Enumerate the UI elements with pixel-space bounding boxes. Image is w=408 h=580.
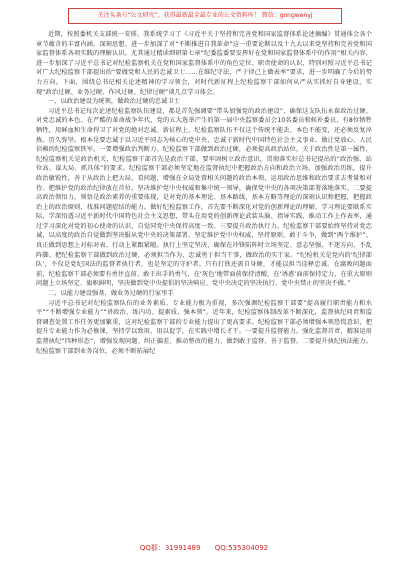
footer-qq-group: QQ群：31991489 bbox=[139, 544, 201, 552]
top-banner: 关注头条号“公文研究”，获得最新最全最专业的公文资料库！ 微信：gongwenyj bbox=[68, 8, 342, 24]
section-heading-2: 二、以能力建设强基，做业务过硬的行家里手 bbox=[48, 290, 174, 298]
paragraph-section-1: 习近平总书记每次论述纪检监察队伍建设，都是首先强调要“带头加强党的政治建设”，确保这支队伍永葆政治过硬、对党忠诚的本色。在严酷的革命战争年代，党的五大选举产生的第一届中央监察委员会10名委员和候补委员，有8位牺牲牺牲，用鲜血和生命捍卫了对党的绝对忠诚。新征程上，纪检监察队伍不仅这个传统不能丢、本色不能变，还必须反复淬炼、历久弥坚。根本是要忠诚于以习近平同志为核心的党中央，忠诚于新时代中国特色社会主义事业。做让党放心、人民信赖的纪检监察铁军。一要增强政治判断力。纪检监察干部做到政治过硬，必须提高政治站位，关于政治性是第一属性，纪检监察机关是政治机关，纪检监察干部首先是政治干部，要牢固树立政治意识，贯彻落实好总书记提出的“政治强、站位高、谋大局、抓具体”的要求。纪检监察干部必须坚定地在监督执纪中把握政治方向和政治立场，加强政治历练，提升政治敏锐性，善于从政治上把大局、看问题，增强在全局处置相关问题的政治本领，运用政治思维和政治要求去考量和对待。把维护党的政治纪律放在首位，坚决维护党中央权威和集中统一领导，确保党中央的各项决策部署落地落实。二要提高政治领悟力。领悟是政治素养的重要体现，是对党的基本理论、基本路线、基本方略等理论的深刻认识和把握，把握政治上的政治原则，找准问题症结的能力。做好纪检监察工作，首先要不断深化对党的创新理论的理解，学习理论要联系实际，学深悟透习近平新时代中国特色社会主义思想，带头在用党的创新理论武装头脑、指导实践、推动工作上作表率，通过学习深化对党的初心使命的认识，自觉同党中央保持高度一致。三要提升政治执行力。纪检监察干部要始终坚持对党忠诚，以高度的政治自觉做到坚决服从党中央的决策部署、坚定维护党中央权威，坚持原则、敢于斗争，做到“两个维护”、真正做到思想上对标对表、行动上紧跟紧随。执行上坚定坚决，确保在冲锋陷阵时立场坚定、意志坚强、不迷方向、不乱阵脚。把纪检监察干部做到政治过硬，必须担当作为、忠诚勇于担当干事，做政治的实干家。“纪检机关是党内的‘纪律部队’，不仅是党纪国法的监督者执行者，也是坚定的守护者。只有打铁还需自身硬，才能以担当诠释忠诚。在腐败问题面前，纪检监察干部必须要有勇往直前、敢于出手的勇气，在‘灰色’地带面前保持清醒，在‘诱惑’面前保持定力，在重大原则问题上立场坚定、旗帜鲜明，坚决做到党中央提倡的坚决响应、党中央决定的坚决执行、党中央禁止的坚决不做。” bbox=[36, 107, 372, 288]
section-heading-1: 一、以政治建设为统领，做政治过硬的忠诚卫士 bbox=[48, 98, 181, 106]
footer-contact bbox=[0, 543, 408, 553]
footer-qq: QQ:535304092 bbox=[214, 544, 269, 552]
paragraph-intro: 近期，按照委机关支部统一安排，我系统学习了《习近平关于坚持和完善党和国家监督体系论述摘编》贯通体会各个章节蕴含的丰富内涵，深刻思想。进一步加深了对“不断推进自我革命”这一重要论断以及十九大以来党坚持和完善党和国家监督体系各项实践的理解认识。尤其通过精读细研第七章“纪委监委要发挥好在党和国家监督体系中的作用”相关内容，进一步加深了习近平总书记对纪检监察机关在党和国家监督体系中的角色定位、职责使命的认识，特别对照习近平总书记对广大纪检监察干部提出的“要做党和人民的忠诚卫士……在维纪守法、严于律己上做表率”要求，进一步明确了今后的努力方向。下面，围绕总书记相关论述精神的学习领会，对时代新征程上纪检监察干部如何从严从实抓好自身建设，实现“政治过硬、业务过硬、作风过硬、纪律过硬”谈几点学习体会。 bbox=[36, 31, 372, 96]
paragraph-section-2: 习近平总书记对纪检监察队伍的业务素质、专业能力极为重视，多次强调纪检监察干部要“提高履行职责能力和水平”“不断增强专业能力”“讲政治、练内功、提素质、强本领”。近年来，纪检监察体制改革不断深化，监督执纪问责和监督调查处置工作任务更加繁重，这对纪检监察干部的专业能力提出了更高要求。纪检监察干部必须增强本领恐慌意识，把提升专业能力作为必修课，坚持学以致用、用以促学，在实践中增长才干。一要提升监督能力。强化监督首责，精准运用监督执纪“四种形态”，增强发现问题、纠正偏差、推动整改的能力，做到敢于监督、善于监督。二要提升执纪执法能力。纪检监察干部到业务岗位，必须不断拓展纪 bbox=[36, 299, 372, 355]
document-body bbox=[36, 30, 372, 356]
